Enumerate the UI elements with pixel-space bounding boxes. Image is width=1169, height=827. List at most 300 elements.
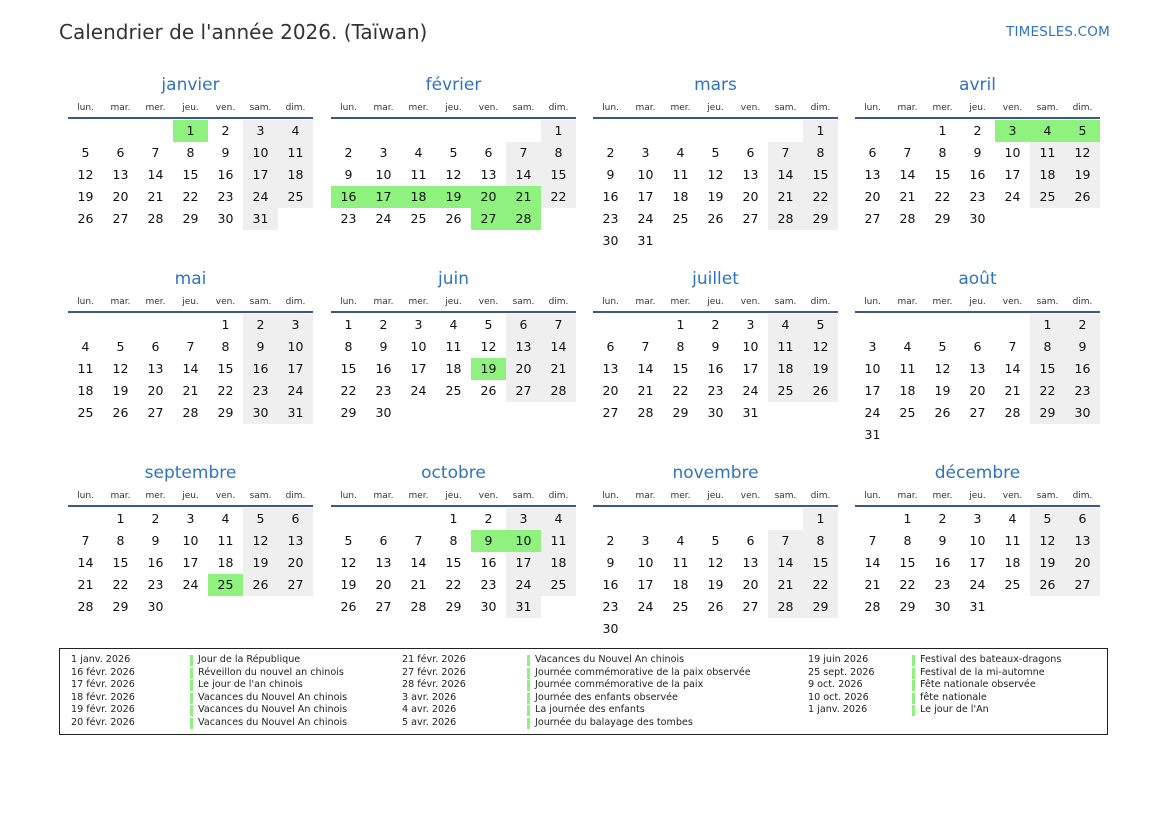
day-cell: 27 (506, 380, 541, 402)
day-cell: 6 (1065, 508, 1100, 530)
month-name: avril (959, 75, 996, 95)
holiday-name: Jour de la République (198, 654, 301, 665)
weekday-label: lun. (864, 297, 881, 307)
day-cell: 31 (969, 599, 986, 614)
day-cell: 15 (541, 164, 576, 186)
holiday-name: Vacances du Nouvel An chinois (198, 691, 348, 703)
day-cell: 6 (151, 339, 160, 354)
day-cell: 6 (973, 339, 982, 354)
weekday-header (68, 100, 313, 119)
day-cell: 22 (445, 577, 462, 592)
day-cell: 1 (541, 120, 576, 142)
holiday-marker (527, 718, 530, 729)
weekday-label: sam. (512, 297, 535, 307)
weekday-header (855, 294, 1100, 313)
day-cell: 15 (445, 555, 462, 570)
day-cell: 24 (637, 599, 654, 614)
day-cell: 12 (480, 339, 497, 354)
day-cell: 16 (375, 361, 392, 376)
weekday-label: jeu. (969, 491, 986, 501)
day-cell: 11 (278, 142, 313, 164)
day-cell: 19 (707, 189, 724, 204)
weekday-header (331, 100, 576, 119)
day-cell: 15 (182, 167, 199, 182)
empty-cell (855, 314, 890, 336)
day-cell: 20 (278, 552, 313, 574)
day-cell: 28 (506, 208, 541, 230)
day-cell: 25 (445, 383, 462, 398)
weekday-label: jeu. (707, 491, 724, 501)
day-grid (331, 508, 576, 618)
day-cell: 2 (484, 511, 493, 526)
day-cell: 5 (116, 339, 125, 354)
legend-row (60, 654, 1107, 667)
weekday-label: sam. (1036, 103, 1059, 113)
day-cell: 26 (707, 211, 724, 226)
day-cell: 6 (606, 339, 615, 354)
empty-cell (173, 314, 208, 336)
day-cell: 23 (480, 577, 497, 592)
day-cell: 4 (449, 317, 458, 332)
holiday-name: Journée commémorative de la paix (535, 679, 704, 691)
day-cell: 27 (278, 574, 313, 596)
legend-row (60, 717, 1107, 730)
month-name: janvier (161, 75, 220, 95)
day-cell: 13 (602, 361, 619, 376)
empty-cell (506, 120, 541, 142)
day-cell: 24 (410, 383, 427, 398)
weekday-label: ven. (215, 103, 236, 113)
day-cell: 30 (1065, 402, 1100, 424)
empty-cell (68, 508, 103, 530)
day-cell: 2 (344, 145, 353, 160)
weekday-label: ven. (478, 103, 499, 113)
day-cell: 21 (864, 577, 881, 592)
day-cell: 11 (410, 167, 427, 182)
day-cell: 10 (969, 533, 986, 548)
day-cell: 12 (77, 167, 94, 182)
day-cell: 5 (1030, 508, 1065, 530)
holiday-date: 18 févr. 2026 (71, 691, 135, 703)
day-cell: 4 (278, 120, 313, 142)
weekday-label: jeu. (182, 491, 199, 501)
day-cell: 3 (973, 511, 982, 526)
weekday-label: mar. (110, 103, 131, 113)
weekday-header (68, 294, 313, 313)
day-grid (331, 314, 576, 424)
day-cell: 26 (934, 405, 951, 420)
day-cell: 13 (742, 555, 759, 570)
weekday-label: mer. (408, 297, 429, 307)
day-cell: 3 (641, 145, 650, 160)
day-cell: 23 (707, 383, 724, 398)
day-cell: 10 (243, 142, 278, 164)
weekday-label: ven. (478, 297, 499, 307)
holiday-name: Fête nationale observée (920, 679, 1036, 691)
empty-cell (698, 508, 733, 530)
day-cell: 27 (742, 211, 759, 226)
weekday-label: dim. (1072, 491, 1093, 501)
day-cell: 5 (344, 533, 353, 548)
day-cell: 3 (186, 511, 195, 526)
day-cell: 17 (182, 555, 199, 570)
day-cell: 22 (182, 189, 199, 204)
weekday-label: mar. (110, 297, 131, 307)
day-cell: 13 (969, 361, 986, 376)
empty-cell (890, 314, 925, 336)
day-cell: 23 (217, 189, 234, 204)
day-cell: 18 (672, 577, 689, 592)
day-cell: 25 (1030, 186, 1065, 208)
day-cell: 19 (243, 552, 278, 574)
weekday-label: dim. (548, 297, 569, 307)
weekday-label: lun. (340, 103, 357, 113)
day-cell: 20 (112, 189, 129, 204)
day-cell: 13 (112, 167, 129, 182)
holiday-date: 10 oct. 2026 (808, 691, 869, 703)
weekday-label: dim. (1072, 103, 1093, 113)
day-cell: 29 (112, 599, 129, 614)
holiday-name: Journée du balayage des tombes (535, 716, 693, 728)
empty-cell (628, 314, 663, 336)
day-cell: 27 (742, 599, 759, 614)
month-3 (855, 70, 1100, 230)
weekday-label: dim. (285, 297, 306, 307)
day-cell: 24 (182, 577, 199, 592)
day-cell: 26 (480, 383, 497, 398)
day-cell: 29 (672, 405, 689, 420)
day-cell: 13 (742, 167, 759, 182)
empty-cell (733, 508, 768, 530)
day-cell: 11 (445, 339, 462, 354)
empty-cell (366, 120, 401, 142)
day-cell: 14 (147, 167, 164, 182)
day-cell: 19 (436, 186, 471, 208)
day-cell: 5 (711, 145, 720, 160)
day-cell: 9 (243, 336, 278, 358)
day-cell: 9 (471, 530, 506, 552)
day-cell: 30 (217, 211, 234, 226)
day-cell: 30 (602, 621, 619, 636)
day-cell: 30 (969, 211, 986, 226)
day-cell: 16 (243, 358, 278, 380)
day-cell: 20 (375, 577, 392, 592)
day-cell: 16 (147, 555, 164, 570)
weekday-label: lun. (77, 297, 94, 307)
weekday-label: mer. (670, 491, 691, 501)
day-cell: 21 (182, 383, 199, 398)
day-cell: 29 (340, 405, 357, 420)
holiday-name: Vacances du Nouvel An chinois (198, 704, 348, 716)
day-cell: 9 (973, 145, 982, 160)
day-cell: 14 (768, 552, 803, 574)
weekday-label: ven. (1002, 491, 1023, 501)
day-cell: 24 (637, 211, 654, 226)
day-cell: 17 (506, 552, 541, 574)
holiday-date: 9 oct. 2026 (808, 679, 863, 691)
day-cell: 10 (278, 336, 313, 358)
day-cell: 13 (375, 555, 392, 570)
empty-cell (138, 120, 173, 142)
month-name: mars (694, 75, 737, 95)
day-cell: 15 (672, 361, 689, 376)
holiday-name: fête nationale (920, 691, 987, 703)
day-cell: 11 (1030, 142, 1065, 164)
day-cell: 26 (112, 405, 129, 420)
month-name: mai (174, 269, 207, 289)
weekday-label: jeu. (969, 297, 986, 307)
day-cell: 14 (637, 361, 654, 376)
day-cell: 6 (278, 508, 313, 530)
weekday-label: lun. (340, 491, 357, 501)
legend-row (60, 704, 1107, 717)
day-cell: 17 (864, 383, 881, 398)
day-cell: 26 (803, 380, 838, 402)
day-cell: 13 (1065, 530, 1100, 552)
day-cell: 25 (899, 405, 916, 420)
day-cell: 11 (217, 533, 234, 548)
day-cell: 16 (934, 555, 951, 570)
weekday-label: dim. (285, 103, 306, 113)
day-cell: 26 (1065, 186, 1100, 208)
day-cell: 29 (445, 599, 462, 614)
day-cell: 7 (903, 145, 912, 160)
weekday-label: jeu. (969, 103, 986, 113)
empty-cell (138, 314, 173, 336)
day-cell: 8 (186, 145, 195, 160)
empty-cell (995, 314, 1030, 336)
day-cell: 27 (969, 405, 986, 420)
holiday-name: Journée commémorative de la paix observée (535, 666, 751, 678)
day-cell: 22 (217, 383, 234, 398)
holiday-date: 5 avr. 2026 (402, 716, 457, 728)
day-cell: 6 (484, 145, 493, 160)
month-10 (593, 458, 838, 640)
holiday-marker (912, 680, 915, 691)
day-cell: 3 (995, 120, 1030, 142)
empty-cell (366, 508, 401, 530)
holiday-marker (912, 693, 915, 704)
empty-cell (628, 120, 663, 142)
day-cell: 11 (899, 361, 916, 376)
month-7 (855, 264, 1100, 446)
weekday-label: lun. (340, 297, 357, 307)
empty-cell (925, 314, 960, 336)
day-cell: 28 (77, 599, 94, 614)
day-cell: 21 (899, 189, 916, 204)
day-cell: 6 (746, 145, 755, 160)
weekday-label: sam. (1036, 297, 1059, 307)
holiday-name: Festival des bateaux-dragons (920, 654, 1062, 665)
weekday-label: mar. (635, 297, 656, 307)
day-cell: 4 (221, 511, 230, 526)
weekday-label: ven. (1002, 297, 1023, 307)
day-grid (593, 314, 838, 424)
weekday-label: jeu. (445, 103, 462, 113)
day-cell: 17 (742, 361, 759, 376)
holiday-date: 21 févr. 2026 (402, 654, 466, 665)
weekday-label: ven. (740, 103, 761, 113)
legend-column (60, 654, 1107, 717)
day-grid (855, 120, 1100, 230)
day-cell: 1 (803, 120, 838, 142)
day-cell: 23 (1065, 380, 1100, 402)
day-cell: 28 (637, 405, 654, 420)
day-cell: 16 (969, 167, 986, 182)
weekday-label: mar. (110, 491, 131, 501)
day-cell: 10 (864, 361, 881, 376)
day-cell: 8 (803, 530, 838, 552)
day-cell: 12 (707, 167, 724, 182)
day-cell: 14 (864, 555, 881, 570)
day-cell: 26 (340, 599, 357, 614)
day-cell: 5 (803, 314, 838, 336)
month-8 (68, 458, 313, 618)
day-cell: 18 (541, 552, 576, 574)
day-cell: 22 (1030, 380, 1065, 402)
day-cell: 15 (1030, 358, 1065, 380)
day-cell: 17 (410, 361, 427, 376)
weekday-label: jeu. (182, 103, 199, 113)
day-cell: 13 (278, 530, 313, 552)
holiday-date: 27 févr. 2026 (402, 666, 466, 678)
day-cell: 7 (81, 533, 90, 548)
day-cell: 18 (401, 186, 436, 208)
empty-cell (768, 508, 803, 530)
holiday-name: Journée des enfants observée (535, 691, 678, 703)
holiday-date: 28 févr. 2026 (402, 679, 466, 691)
day-cell: 15 (934, 167, 951, 182)
legend-row (60, 692, 1107, 705)
empty-cell (733, 120, 768, 142)
month-name: février (425, 75, 482, 95)
weekday-label: jeu. (445, 491, 462, 501)
day-cell: 25 (541, 574, 576, 596)
day-cell: 14 (899, 167, 916, 182)
day-cell: 26 (243, 574, 278, 596)
day-cell: 25 (77, 405, 94, 420)
day-cell: 16 (1065, 358, 1100, 380)
day-cell: 14 (541, 336, 576, 358)
weekday-label: mer. (145, 297, 166, 307)
day-cell: 23 (934, 577, 951, 592)
weekday-label: dim. (548, 491, 569, 501)
day-cell: 9 (1065, 336, 1100, 358)
empty-cell (855, 120, 890, 142)
empty-cell (960, 314, 995, 336)
day-cell: 19 (1065, 164, 1100, 186)
day-cell: 25 (278, 186, 313, 208)
day-grid (593, 508, 838, 640)
day-cell: 4 (676, 145, 685, 160)
day-cell: 14 (77, 555, 94, 570)
day-cell: 23 (147, 577, 164, 592)
weekday-label: lun. (864, 103, 881, 113)
day-cell: 29 (803, 596, 838, 618)
day-cell: 5 (81, 145, 90, 160)
day-cell: 9 (379, 339, 388, 354)
day-cell: 4 (768, 314, 803, 336)
weekday-label: lun. (602, 297, 619, 307)
weekday-header (855, 488, 1100, 507)
day-cell: 28 (410, 599, 427, 614)
day-cell: 3 (278, 314, 313, 336)
day-cell: 16 (331, 186, 366, 208)
day-cell: 26 (445, 211, 462, 226)
day-cell: 18 (77, 383, 94, 398)
weekday-label: sam. (512, 491, 535, 501)
day-cell: 16 (602, 189, 619, 204)
day-cell: 19 (707, 577, 724, 592)
month-name: décembre (934, 463, 1021, 483)
day-cell: 8 (344, 339, 353, 354)
day-cell: 24 (864, 405, 881, 420)
holiday-marker (912, 668, 915, 679)
weekday-label: dim. (548, 103, 569, 113)
day-cell: 24 (278, 380, 313, 402)
day-cell: 5 (449, 145, 458, 160)
weekday-label: dim. (1072, 297, 1093, 307)
day-grid (855, 508, 1100, 618)
weekday-label: sam. (512, 103, 535, 113)
weekday-label: lun. (602, 103, 619, 113)
month-name: novembre (672, 463, 759, 483)
day-cell: 22 (112, 577, 129, 592)
day-cell: 2 (243, 314, 278, 336)
day-cell: 22 (803, 574, 838, 596)
day-cell: 17 (637, 577, 654, 592)
weekday-label: mer. (670, 103, 691, 113)
empty-cell (698, 120, 733, 142)
day-cell: 29 (217, 405, 234, 420)
holiday-marker (912, 705, 915, 716)
day-cell: 5 (1065, 120, 1100, 142)
brand-link[interactable]: TIMESLES.COM (1006, 24, 1110, 40)
day-cell: 20 (506, 358, 541, 380)
weekday-label: sam. (774, 297, 797, 307)
day-cell: 28 (768, 208, 803, 230)
day-cell: 22 (672, 383, 689, 398)
day-cell: 30 (480, 599, 497, 614)
day-cell: 30 (707, 405, 724, 420)
day-cell: 4 (903, 339, 912, 354)
day-cell: 18 (768, 358, 803, 380)
day-cell: 4 (1008, 511, 1017, 526)
weekday-label: sam. (249, 491, 272, 501)
day-cell: 27 (1065, 574, 1100, 596)
day-cell: 1 (803, 508, 838, 530)
day-cell: 21 (768, 186, 803, 208)
weekday-label: jeu. (445, 297, 462, 307)
holiday-date: 1 janv. 2026 (808, 704, 868, 716)
day-cell: 14 (768, 164, 803, 186)
day-cell: 28 (147, 211, 164, 226)
day-cell: 12 (243, 530, 278, 552)
day-cell: 12 (803, 336, 838, 358)
day-cell: 31 (742, 405, 759, 420)
day-cell: 1 (676, 317, 685, 332)
weekday-label: mar. (897, 103, 918, 113)
holiday-date: 3 avr. 2026 (402, 691, 457, 703)
weekday-label: sam. (249, 297, 272, 307)
day-cell: 30 (147, 599, 164, 614)
day-cell: 9 (606, 167, 615, 182)
day-cell: 19 (112, 383, 129, 398)
day-cell: 4 (541, 508, 576, 530)
day-cell: 25 (208, 574, 243, 596)
day-cell: 2 (606, 145, 615, 160)
holiday-name: Le jour de l'An (920, 704, 989, 716)
